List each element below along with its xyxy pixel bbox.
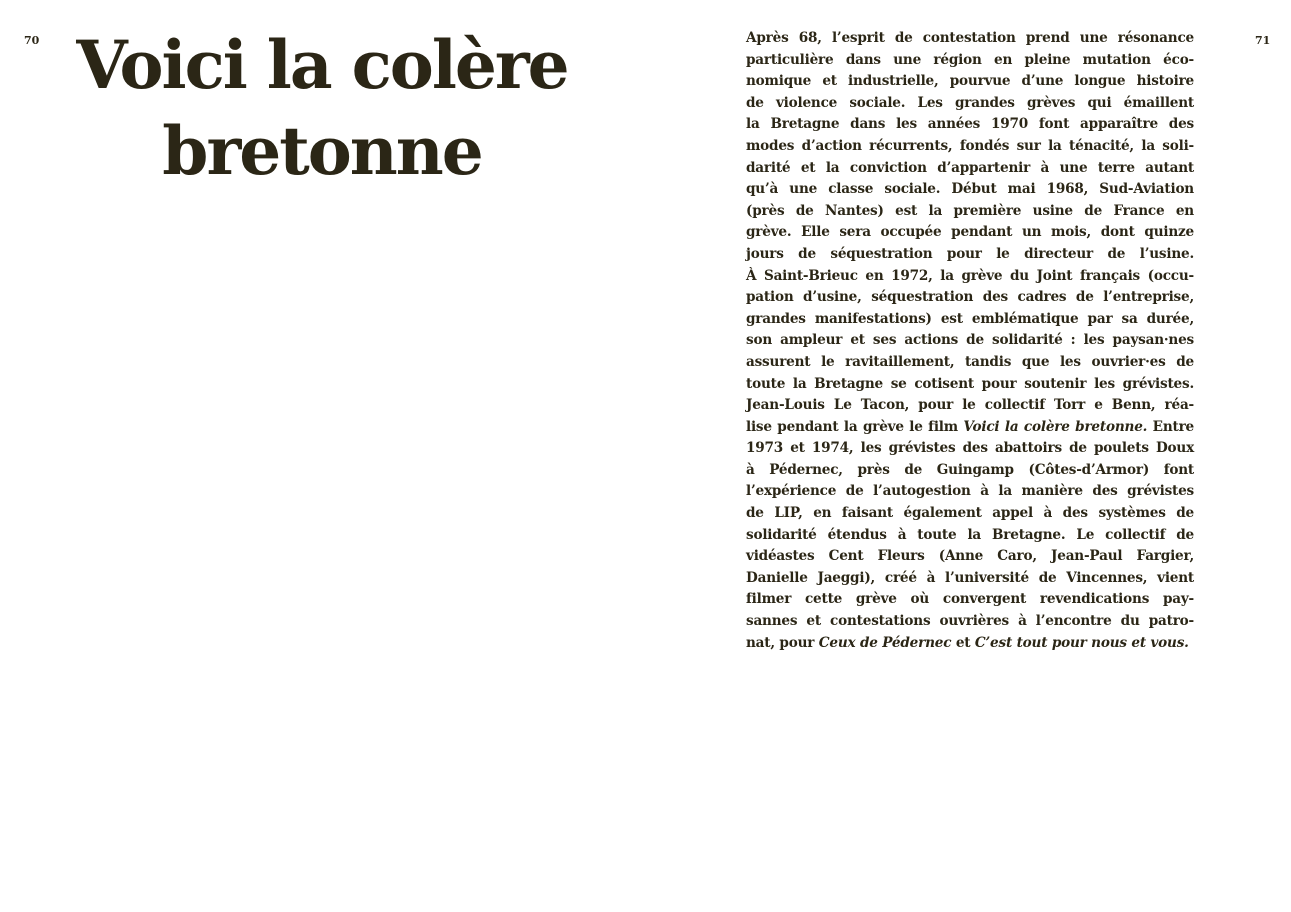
paragraph-line: [746, 374, 1194, 396]
text-run: grandes manifestations) est emblématique par sa durée,: [746, 310, 1194, 327]
paragraph-line: [746, 525, 1194, 547]
film-title-italic: C’est tout pour nous et vous.: [974, 634, 1189, 651]
text-run: jours de séquestration pour le directeur de l’usine.: [746, 245, 1194, 262]
text-run: 1973 et 1974, les grévistes des abattoirs de poulets Doux: [746, 440, 1194, 457]
paragraph-line: [746, 50, 1194, 72]
paragraph-line: [746, 352, 1194, 374]
paragraph-line: [746, 179, 1194, 201]
text-run: Entre: [1147, 418, 1194, 435]
text-run: et: [951, 634, 975, 651]
text-run: lise pendant la grève le film: [746, 418, 964, 435]
paragraph-line: [746, 611, 1194, 633]
text-run: toute la Bretagne se cotisent pour soutenir les grévistes.: [746, 375, 1194, 392]
text-run: grève. Elle sera occupée pendant un mois, dont quinze: [746, 224, 1194, 241]
paragraph-line: [746, 266, 1194, 288]
paragraph-line: [746, 244, 1194, 266]
paragraph-line: [746, 309, 1194, 331]
text-run: sannes et contestations ouvrières à l’encontre du patro-: [746, 613, 1194, 630]
paragraph-line: [746, 460, 1194, 482]
text-run: à Pédernec, près de Guingamp (Côtes-d’Armor) font: [746, 461, 1194, 478]
text-run: de violence sociale. Les grandes grèves qui émaillent: [746, 94, 1194, 111]
paragraph-line: [746, 633, 1194, 655]
text-run: (près de Nantes) est la première usine de France en: [746, 202, 1194, 219]
text-run: son ampleur et ses actions de solidarité : les paysan·nes: [746, 332, 1194, 349]
text-run: nat, pour: [746, 634, 819, 651]
text-run: filmer cette grève où convergent revendications pay-: [746, 591, 1194, 608]
paragraph-line: [746, 136, 1194, 158]
paragraph-line: [746, 28, 1194, 50]
text-run: l’expérience de l’autogestion à la manière des grévistes: [746, 483, 1194, 500]
text-run: de LIP, en faisant également appel à des systèmes de: [746, 505, 1194, 522]
paragraph-line: [746, 546, 1194, 568]
text-run: À Saint-Brieuc en 1972, la grève du Joint français (occu-: [746, 267, 1194, 284]
text-run: modes d’action récurrents, fondés sur la ténacité, la soli-: [746, 137, 1194, 154]
paragraph-line: [746, 222, 1194, 244]
paragraph-line: [746, 71, 1194, 93]
page-number-right: 71: [1255, 34, 1271, 47]
paragraph-line: [746, 330, 1194, 352]
paragraph-line: [746, 201, 1194, 223]
text-run: la Bretagne dans les années 1970 font apparaître des: [746, 116, 1194, 133]
page-number-left: 70: [24, 34, 40, 47]
film-title-italic: Ceux de Pédernec: [818, 634, 952, 651]
chapter-title-line-2: bretonne: [162, 112, 482, 190]
text-run: vidéastes Cent Fleurs (Anne Caro, Jean-Paul Fargier,: [746, 548, 1194, 565]
paragraph-line: [746, 568, 1194, 590]
paragraph-line: [746, 438, 1194, 460]
text-run: darité et la conviction d’appartenir à une terre autant: [746, 159, 1194, 176]
text-run: Danielle Jaeggi), créé à l’université de Vincennes, vient: [746, 569, 1194, 586]
chapter-title-line-1: Voici la colère: [76, 26, 568, 104]
paragraph-line: [746, 93, 1194, 115]
paragraph-line: [746, 158, 1194, 180]
paragraph-line: [746, 287, 1194, 309]
paragraph-line: [746, 481, 1194, 503]
text-run: solidarité étendus à toute la Bretagne. Le collectif de: [746, 526, 1194, 543]
chapter-title: [62, 22, 582, 194]
body-paragraph: [746, 28, 1194, 654]
text-run: Jean-Louis Le Tacon, pour le collectif Torr e Benn, réa-: [746, 397, 1194, 414]
text-run: nomique et industrielle, pourvue d’une longue histoire: [746, 73, 1194, 90]
text-run: particulière dans une région en pleine mutation éco-: [746, 51, 1194, 68]
text-run: pation d’usine, séquestration des cadres de l’entreprise,: [746, 289, 1194, 306]
text-run: assurent le ravitaillement, tandis que les ouvrier·es de: [746, 353, 1194, 370]
text-run: qu’à une classe sociale. Début mai 1968, Sud-Aviation: [746, 181, 1194, 198]
text-run: Après 68, l’esprit de contestation prend une résonance: [746, 30, 1194, 46]
paragraph-line: [746, 503, 1194, 525]
paragraph-line: [746, 114, 1194, 136]
paragraph-line: [746, 395, 1194, 417]
paragraph-line: [746, 417, 1194, 439]
film-title-italic: Voici la colère bretonne.: [963, 418, 1148, 435]
paragraph-line: [746, 589, 1194, 611]
